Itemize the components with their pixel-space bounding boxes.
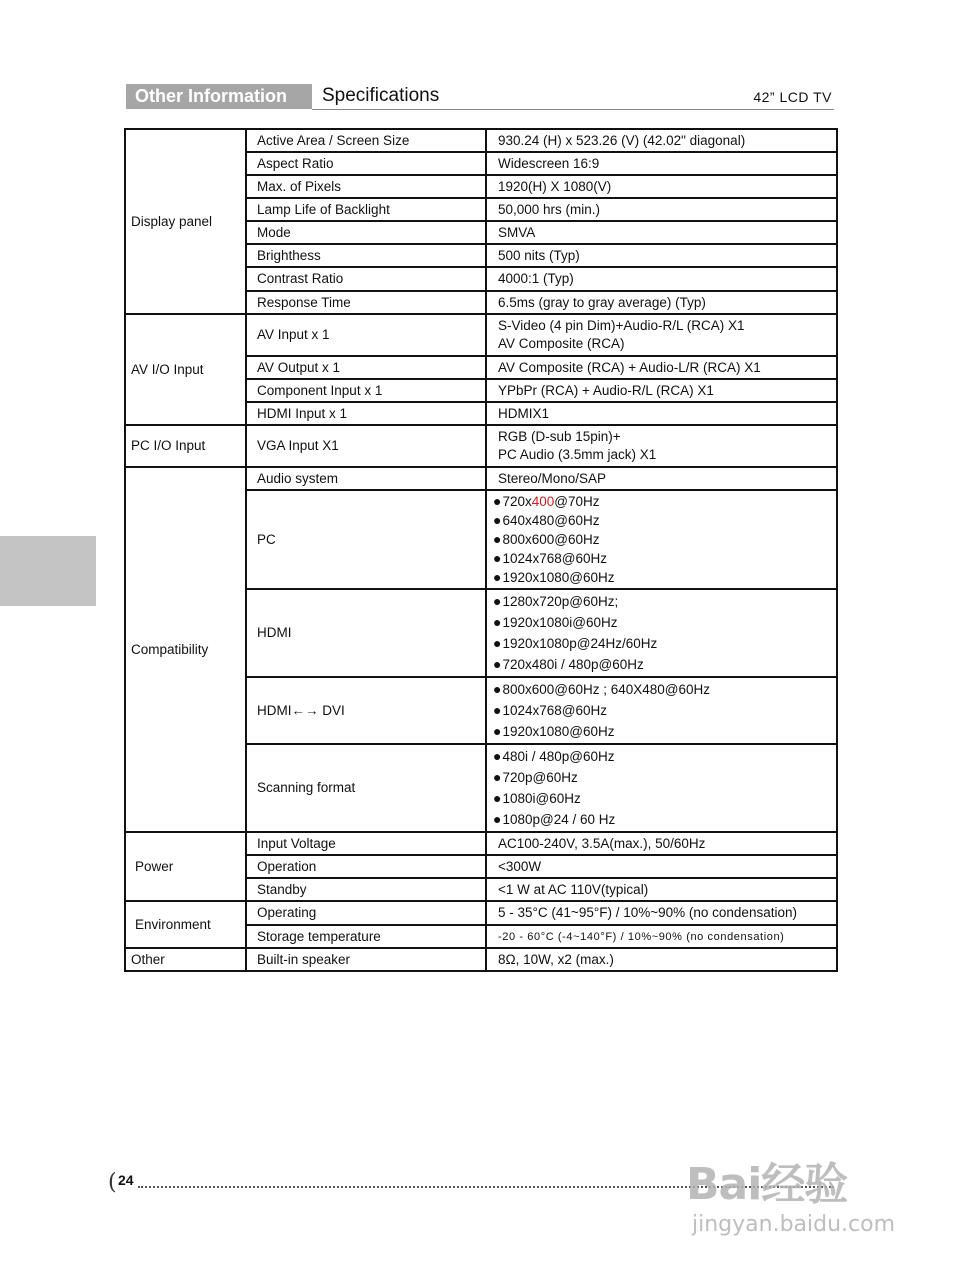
list-item: ●1024x768@60Hz — [493, 702, 607, 718]
item-cell: HDMI←→ DVI — [246, 677, 486, 744]
value-line: S-Video (4 pin Dim)+Audio-R/L (RCA) X1 — [498, 318, 745, 333]
bullet-icon: ● — [493, 493, 502, 509]
item-cell: Built-in speaker — [246, 948, 486, 971]
category-cell: Environment — [125, 901, 246, 948]
item-cell: Lamp Life of Backlight — [246, 198, 486, 221]
list-item: ●480i / 480p@60Hz — [493, 748, 615, 764]
category-cell: AV I/O Input — [125, 314, 246, 425]
highlighted-value: 400 — [531, 494, 555, 509]
item-cell: Standby — [246, 878, 486, 901]
category-cell: PC I/O Input — [125, 425, 246, 467]
bullet-icon: ● — [493, 593, 502, 609]
side-tab-marker — [0, 536, 96, 606]
bullet-icon: ● — [493, 614, 502, 630]
item-cell: Max. of Pixels — [246, 175, 486, 198]
value-cell — [486, 677, 837, 744]
bullet-icon: ● — [493, 531, 502, 547]
item-cell: Input Voltage — [246, 832, 486, 855]
category-cell: Display panel — [125, 129, 246, 314]
item-cell: Scanning format — [246, 744, 486, 832]
bullet-icon: ● — [493, 748, 502, 764]
value-line: AV Composite (RCA) — [498, 336, 625, 351]
product-name: 42” LCD TV — [753, 89, 832, 105]
table-row — [125, 832, 837, 855]
value-cell: 500 nits (Typ) — [486, 244, 837, 267]
value-line: RGB (D-sub 15pin)+ — [498, 429, 621, 444]
value-cell: 930.24 (H) x 523.26 (V) (42.02" diagonal) — [486, 129, 837, 152]
table-row — [125, 425, 837, 467]
value-cell: 1920(H) X 1080(V) — [486, 175, 837, 198]
category-cell: Other — [125, 948, 246, 971]
list-item: ●1280x720p@60Hz; — [493, 593, 619, 609]
item-cell: Operation — [246, 855, 486, 878]
bullet-icon: ● — [493, 702, 502, 718]
section-tab: Other Information — [126, 84, 312, 109]
watermark-brand: Bai经验 — [686, 1159, 848, 1210]
bullet-icon: ● — [493, 723, 502, 739]
value-cell: 6.5ms (gray to gray average) (Typ) — [486, 291, 837, 314]
value-cell: Widescreen 16:9 — [486, 152, 837, 175]
specifications-table — [124, 128, 838, 972]
value-cell — [486, 490, 837, 589]
item-cell: Mode — [246, 221, 486, 244]
value-cell: HDMIX1 — [486, 402, 837, 425]
item-cell: Audio system — [246, 467, 486, 490]
list-item: ●720p@60Hz — [493, 769, 578, 785]
bullet-icon: ● — [493, 656, 502, 672]
item-cell: HDMI — [246, 589, 486, 677]
list-item: ●800x600@60Hz — [493, 531, 600, 547]
table-row — [125, 948, 837, 971]
value-cell — [486, 425, 837, 467]
item-cell: Response Time — [246, 291, 486, 314]
list-item: ●720x400@70Hz — [493, 493, 600, 509]
list-item: ●720x480i / 480p@60Hz — [493, 656, 644, 672]
list-item: ●640x480@60Hz — [493, 512, 600, 528]
watermark-url: jingyan.baidu.com — [692, 1212, 896, 1237]
list-item: ●1920x1080@60Hz — [493, 569, 615, 585]
bullet-icon: ● — [493, 550, 502, 566]
item-cell: Active Area / Screen Size — [246, 129, 486, 152]
value-cell: -20 - 60°C (-4~140°F) / 10%~90% (no condensation) — [486, 925, 837, 948]
table-row — [125, 467, 837, 490]
category-cell: Compatibility — [125, 467, 246, 832]
list-item: ●800x600@60Hz ; 640X480@60Hz — [493, 681, 711, 697]
value-cell: SMVA — [486, 221, 837, 244]
category-cell: Power — [125, 832, 246, 901]
bullet-icon: ● — [493, 512, 502, 528]
bullet-icon: ● — [493, 790, 502, 806]
value-cell — [486, 314, 837, 356]
item-cell: Contrast Ratio — [246, 267, 486, 291]
value-cell: 8Ω, 10W, x2 (max.) — [486, 948, 837, 971]
page-title: Specifications — [322, 85, 440, 106]
value-cell: 50,000 hrs (min.) — [486, 198, 837, 221]
item-cell: AV Input x 1 — [246, 314, 486, 356]
table-row — [125, 129, 837, 152]
list-item: ●1920x1080@60Hz — [493, 723, 615, 739]
list-item: ●1024x768@60Hz — [493, 550, 607, 566]
header-divider — [312, 109, 834, 110]
table-row — [125, 314, 837, 356]
watermark — [686, 1134, 906, 1246]
bullet-icon: ● — [493, 635, 502, 651]
bullet-icon: ● — [493, 811, 502, 827]
value-cell: <1 W at AC 110V(typical) — [486, 878, 837, 901]
list-item: ●1920x1080i@60Hz — [493, 614, 618, 630]
value-cell: Stereo/Mono/SAP — [486, 467, 837, 490]
value-cell: YPbPr (RCA) + Audio-R/L (RCA) X1 — [486, 379, 837, 402]
value-cell: AC100-240V, 3.5A(max.), 50/60Hz — [486, 832, 837, 855]
item-cell: Aspect Ratio — [246, 152, 486, 175]
list-item: ●1080p@24 / 60 Hz — [493, 811, 616, 827]
item-cell: Brighthess — [246, 244, 486, 267]
value-cell — [486, 589, 837, 677]
page-header — [126, 84, 834, 110]
list-item: ●1920x1080p@24Hz/60Hz — [493, 635, 658, 651]
value-cell — [486, 744, 837, 832]
item-cell: Operating — [246, 901, 486, 925]
item-cell: PC — [246, 490, 486, 589]
list-item: ●1080i@60Hz — [493, 790, 581, 806]
value-cell: <300W — [486, 855, 837, 878]
table-row — [125, 901, 837, 925]
page-number: 24 — [118, 1172, 134, 1188]
bullet-icon: ● — [493, 569, 502, 585]
bullet-icon: ● — [493, 769, 502, 785]
value-cell: 5 - 35°C (41~95°F) / 10%~90% (no condensation) — [486, 901, 837, 925]
bullet-icon: ● — [493, 681, 502, 697]
value-cell: AV Composite (RCA) + Audio-L/R (RCA) X1 — [486, 356, 837, 379]
item-cell: AV Output x 1 — [246, 356, 486, 379]
item-cell: Component Input x 1 — [246, 379, 486, 402]
value-cell: 4000:1 (Typ) — [486, 267, 837, 291]
item-cell: Storage temperature — [246, 925, 486, 948]
item-cell: HDMI Input x 1 — [246, 402, 486, 425]
value-line: PC Audio (3.5mm jack) X1 — [498, 447, 657, 462]
item-cell: VGA Input X1 — [246, 425, 486, 467]
footer-bracket: ( — [108, 1170, 117, 1195]
